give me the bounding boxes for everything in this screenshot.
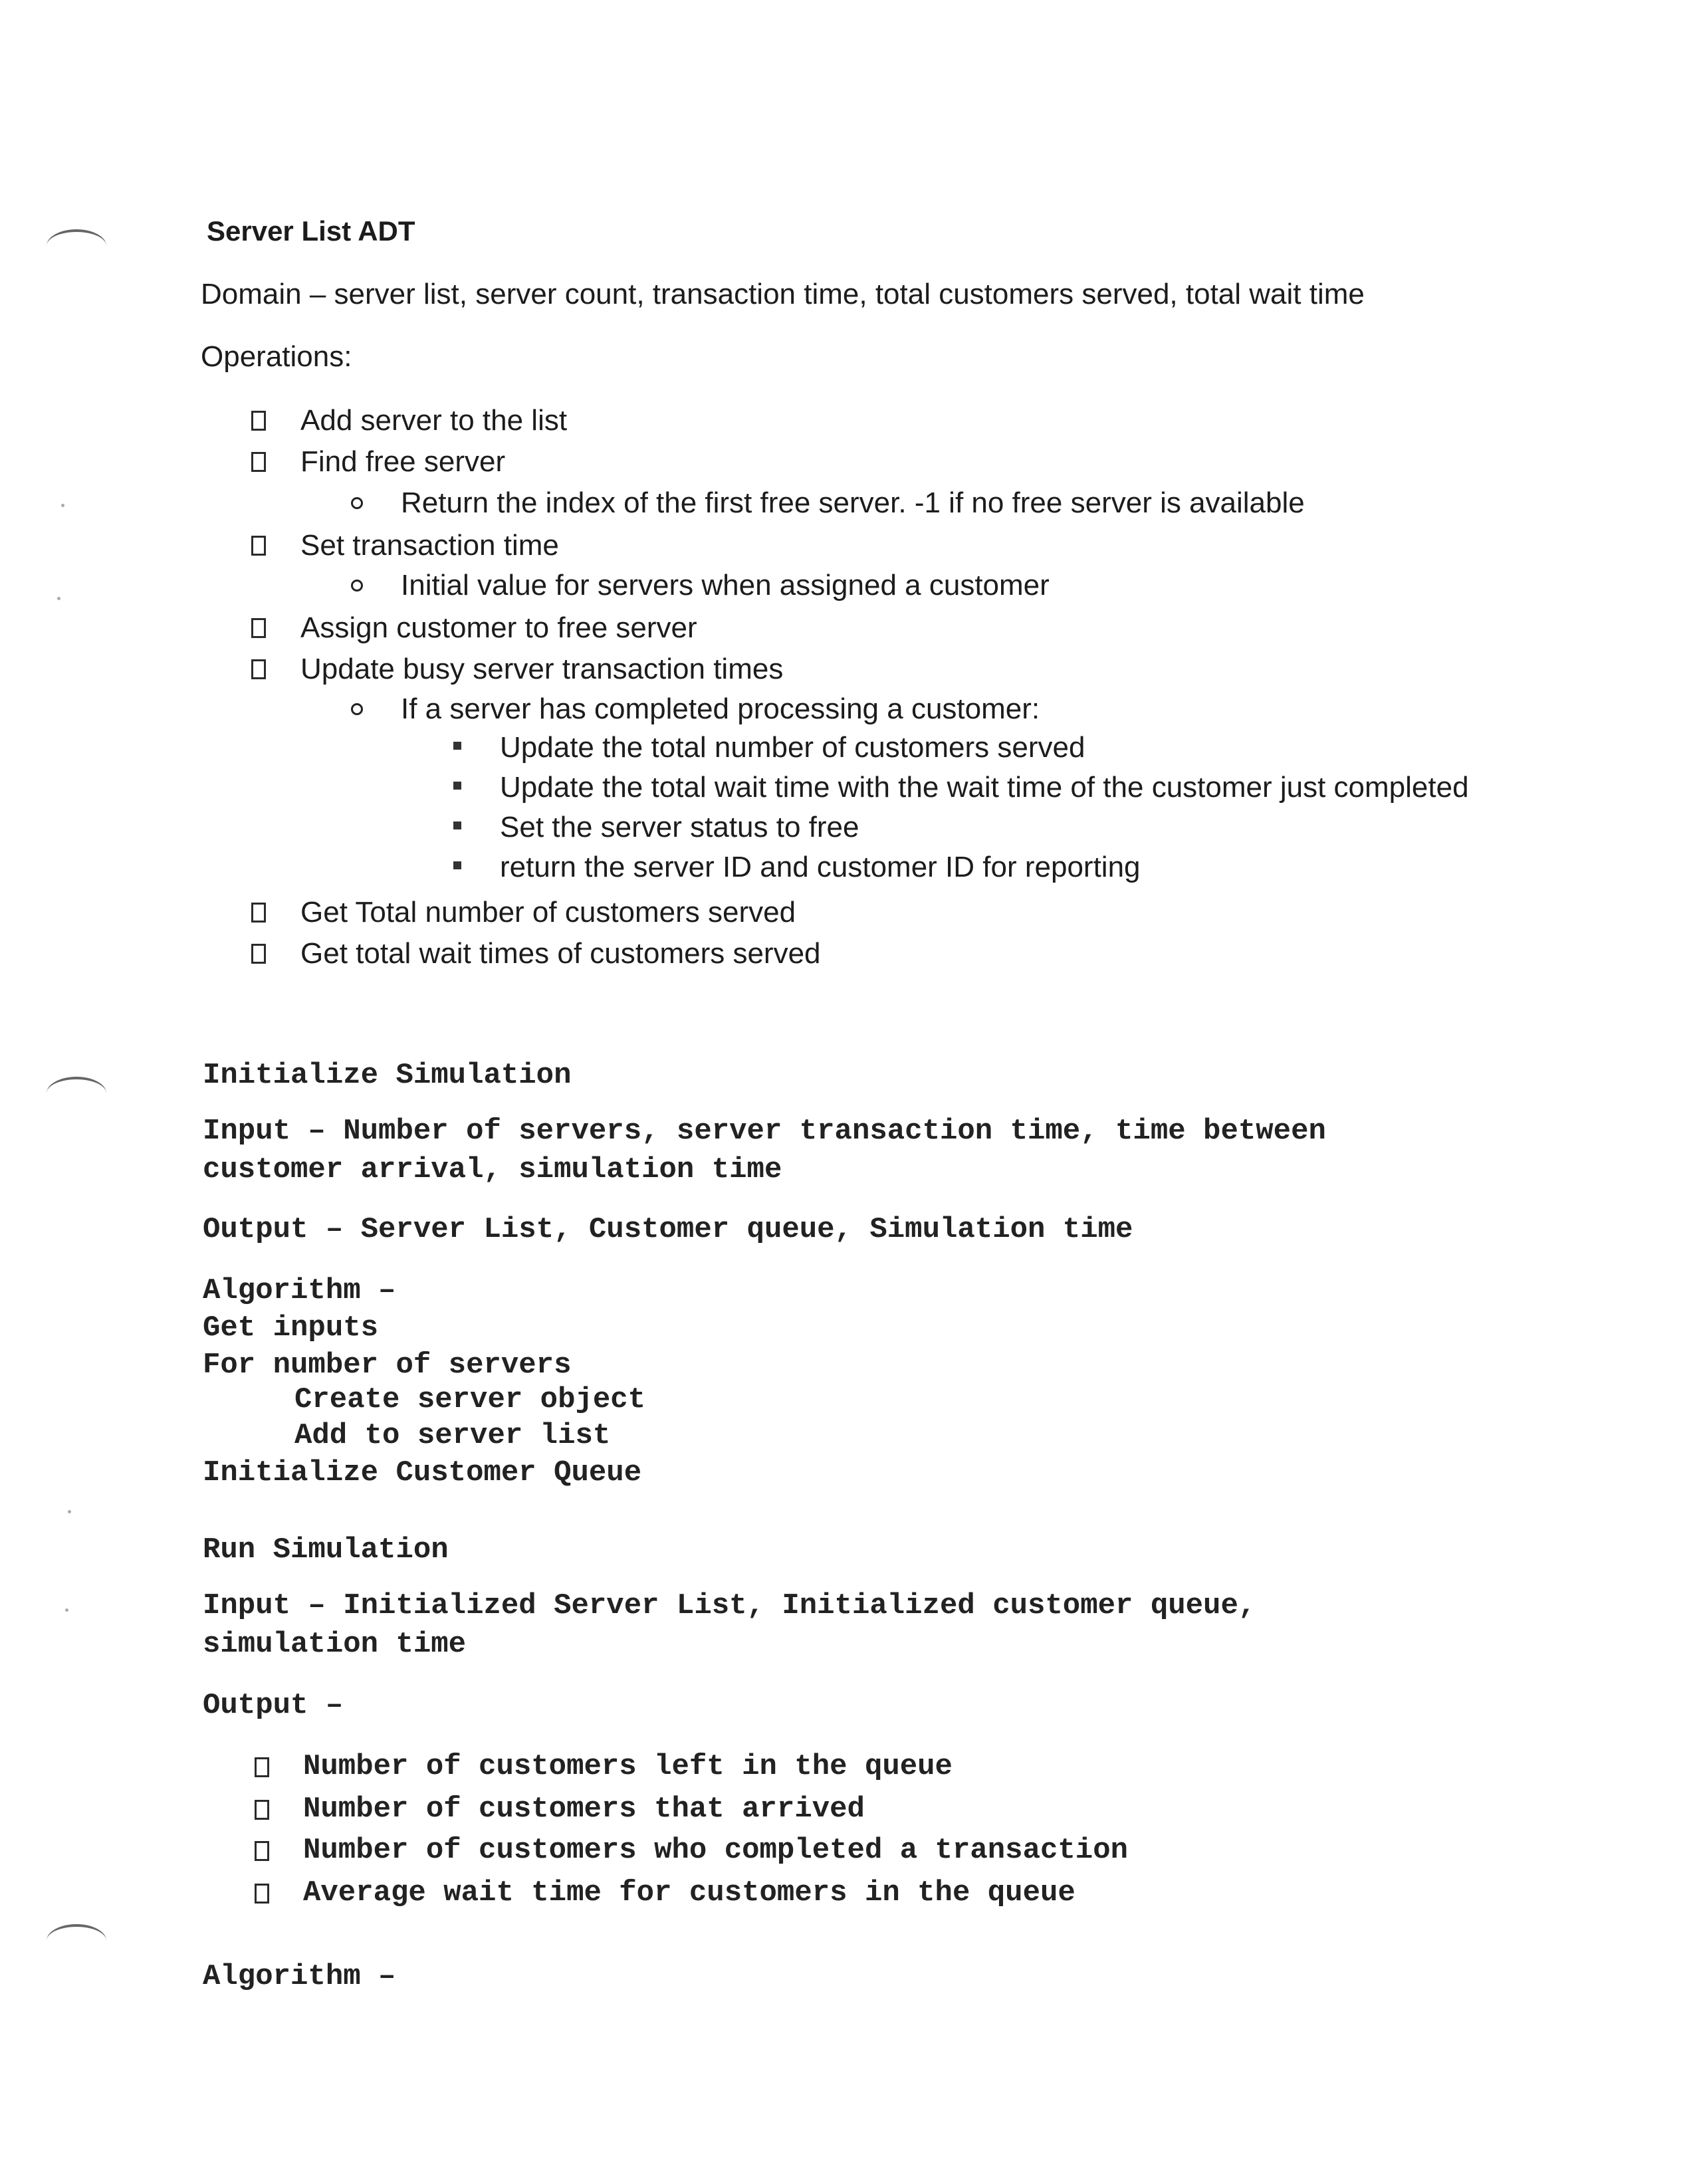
op-find-free-server: Find free server bbox=[300, 445, 506, 478]
init-step-get-inputs: Get inputs bbox=[203, 1311, 379, 1345]
operations-label: Operations: bbox=[201, 340, 352, 373]
square-bullet-icon bbox=[453, 742, 461, 750]
checkbox-icon bbox=[255, 1884, 269, 1904]
checkbox-icon bbox=[255, 1841, 269, 1861]
run-output-customers-left: Number of customers left in the queue bbox=[303, 1750, 953, 1783]
section-title-initialize-simulation: Initialize Simulation bbox=[203, 1059, 572, 1092]
op-set-transaction-time-detail: Initial value for servers when assigned a customer bbox=[401, 569, 1050, 601]
checkbox-icon bbox=[251, 903, 266, 923]
op-update-total-served: Update the total number of customers served bbox=[500, 731, 1085, 764]
scan-speck bbox=[65, 1608, 68, 1612]
square-bullet-icon bbox=[453, 782, 461, 790]
punch-hole-middle bbox=[47, 1077, 106, 1110]
op-assign-customer: Assign customer to free server bbox=[300, 611, 697, 644]
run-output-customers-completed: Number of customers who completed a transaction bbox=[303, 1834, 1129, 1867]
scan-speck bbox=[61, 504, 64, 507]
run-output-average-wait: Average wait time for customers in the queue bbox=[303, 1876, 1075, 1910]
run-input-line-2: simulation time bbox=[203, 1628, 467, 1661]
checkbox-icon bbox=[251, 944, 266, 964]
checkbox-icon bbox=[251, 659, 266, 679]
section-title-run-simulation: Run Simulation bbox=[203, 1533, 449, 1567]
section-title-server-list-adt: Server List ADT bbox=[207, 215, 415, 247]
punch-hole-bottom bbox=[47, 1924, 106, 1957]
checkbox-icon bbox=[251, 536, 266, 556]
init-algorithm-label: Algorithm – bbox=[203, 1274, 396, 1307]
op-add-server: Add server to the list bbox=[300, 404, 568, 437]
domain-text: Domain – server list, server count, transaction time, total customers served, total wait time bbox=[201, 278, 1365, 310]
op-find-free-server-detail: Return the index of the first free server. -1 if no free server is available bbox=[401, 487, 1305, 519]
checkbox-icon bbox=[251, 411, 266, 431]
circle-bullet-icon bbox=[351, 703, 363, 715]
run-output-customers-arrived: Number of customers that arrived bbox=[303, 1793, 865, 1826]
circle-bullet-icon bbox=[351, 580, 363, 592]
op-set-status-free: Set the server status to free bbox=[500, 811, 859, 843]
init-step-create-server: Create server object bbox=[294, 1383, 646, 1416]
run-algorithm-label: Algorithm – bbox=[203, 1960, 396, 1993]
scan-speck bbox=[68, 1510, 71, 1513]
square-bullet-icon bbox=[453, 821, 461, 829]
op-get-total-served: Get Total number of customers served bbox=[300, 896, 796, 928]
op-update-condition: If a server has completed processing a customer: bbox=[401, 693, 1040, 725]
run-input-line-1: Input – Initialized Server List, Initialized customer queue, bbox=[203, 1589, 1256, 1622]
op-update-busy-server: Update busy server transaction times bbox=[300, 653, 784, 685]
op-get-total-wait: Get total wait times of customers served bbox=[300, 937, 821, 970]
init-step-init-queue: Initialize Customer Queue bbox=[203, 1456, 642, 1489]
punch-hole-top bbox=[47, 229, 106, 263]
scan-speck bbox=[57, 597, 60, 600]
run-output-label: Output – bbox=[203, 1689, 344, 1722]
init-step-add-server: Add to server list bbox=[294, 1419, 611, 1452]
op-set-transaction-time: Set transaction time bbox=[300, 529, 559, 562]
checkbox-icon bbox=[255, 1757, 269, 1777]
op-return-ids: return the server ID and customer ID for reporting bbox=[500, 851, 1141, 883]
circle-bullet-icon bbox=[351, 497, 363, 509]
checkbox-icon bbox=[255, 1800, 269, 1820]
square-bullet-icon bbox=[453, 861, 461, 869]
init-step-for-servers: For number of servers bbox=[203, 1349, 572, 1382]
checkbox-icon bbox=[251, 452, 266, 472]
init-input-line-2: customer arrival, simulation time bbox=[203, 1153, 782, 1186]
init-input-line-1: Input – Number of servers, server transaction time, time between bbox=[203, 1115, 1326, 1148]
op-update-total-wait: Update the total wait time with the wait time of the customer just completed bbox=[500, 771, 1469, 804]
init-output: Output – Server List, Customer queue, Simulation time bbox=[203, 1213, 1133, 1246]
checkbox-icon bbox=[251, 618, 266, 638]
